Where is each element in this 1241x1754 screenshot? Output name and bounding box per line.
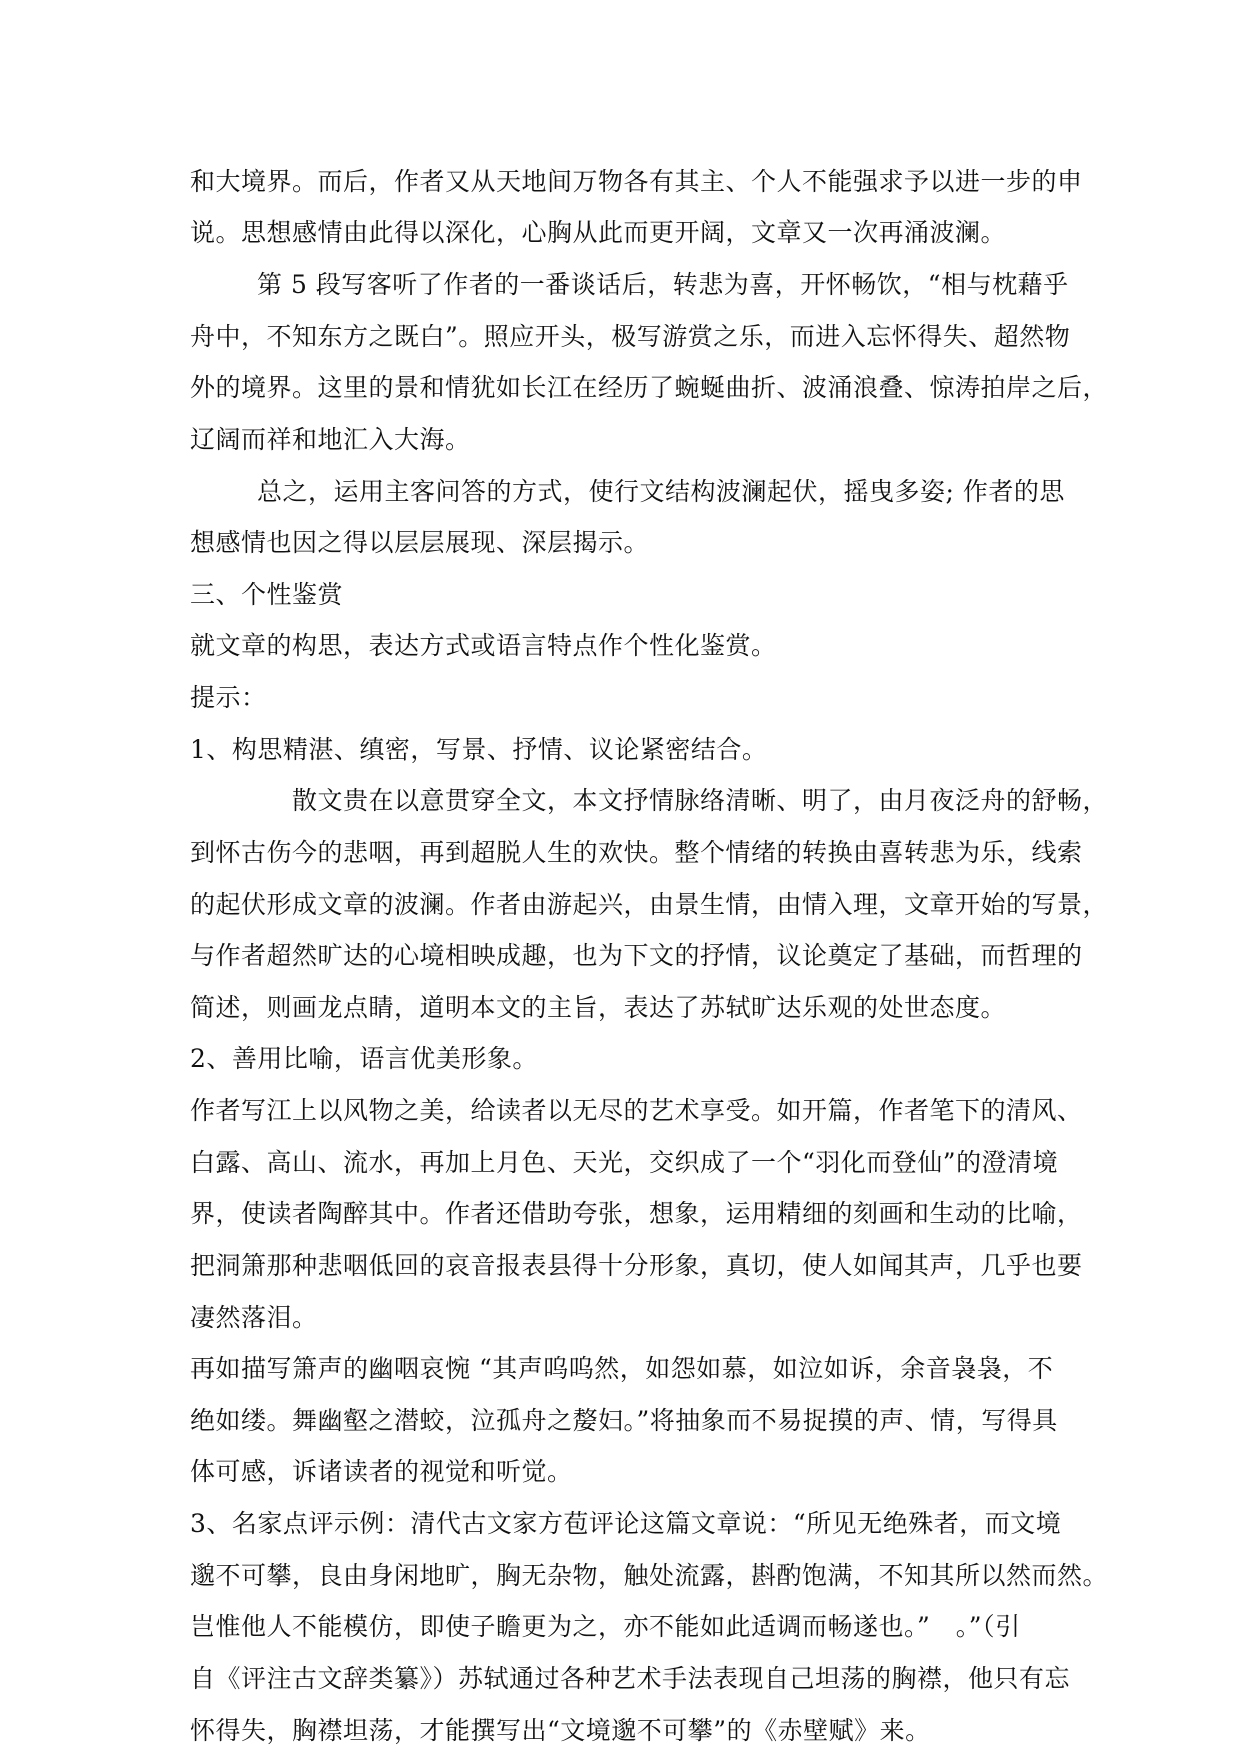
text-line: 凄然落泪。	[190, 1303, 318, 1332]
text-line: 白露、高山、流水，再加上月色、天光，交织成了一个“羽化而登仙”的澄清境	[190, 1148, 1059, 1177]
text-line: 把洞箫那种悲咽低回的哀音报表县得十分形象，真切，使人如闻其声，几乎也要	[190, 1251, 1083, 1280]
text-line: 辽阔而祥和地汇入大海。	[190, 425, 471, 454]
text-line: 和大境界。而后，作者又从天地间万物各有其主、个人不能强求予以进一步的申	[190, 167, 1083, 196]
list-item-heading: 3、名家点评示例：清代古文家方苞评论这篇文章说：“所见无绝殊者，而文境	[190, 1509, 1062, 1538]
text-line: 与作者超然旷达的心境相映成趣，也为下文的抒情，议论奠定了基础，而哲理的	[190, 941, 1083, 970]
list-item-heading: 2、善用比喻，语言优美形象。	[190, 1044, 538, 1073]
text-line: 邈不可攀，良由身闲地旷，胸无杂物，触处流露，斟酌饱满，不知其所以然而然。	[190, 1561, 1109, 1590]
text-line: 作者写江上以风物之美，给读者以无尽的艺术享受。如开篇，作者笔下的清风、	[190, 1096, 1083, 1125]
text-line: 体可感，诉诸读者的视觉和听觉。	[190, 1457, 573, 1486]
text-line: 说。思想感情由此得以深化，心胸从此而更开阔，文章又一次再涌波澜。	[190, 218, 1007, 247]
text-line: 总之，运用主客问答的方式，使行文结构波澜起伏，摇曳多姿; 作者的思	[257, 477, 1065, 506]
text-line: 自《评注古文辞类纂》）苏轼通过各种艺术手法表现自己坦荡的胸襟，他只有忘	[190, 1664, 1071, 1693]
text-line: 就文章的构思，表达方式或语言特点作个性化鉴赏。	[190, 631, 777, 660]
text-line: 的起伏形成文章的波澜。作者由游起兴，由景生情，由情入理，文章开始的写景，	[190, 890, 1109, 919]
text-line: 绝如缕。舞幽壑之潜蛟，泣孤舟之嫠妇。”将抽象而不易捉摸的声、情，写得具	[190, 1406, 1058, 1435]
section-heading: 三、个性鉴赏	[190, 580, 344, 609]
text-line: 到怀古伤今的悲咽，再到超脱人生的欢快。整个情绪的转换由喜转悲为乐，线索	[190, 838, 1083, 867]
text-line: 简述，则画龙点睛，道明本文的主旨，表达了苏轼旷达乐观的处世态度。	[190, 993, 1007, 1022]
text-line: 界，使读者陶醉其中。作者还借助夸张，想象，运用精细的刻画和生动的比喻，	[190, 1199, 1083, 1228]
text-line: 外的境界。这里的景和情犹如长江在经历了蜿蜒曲折、波涌浪叠、惊涛拍岸之后，	[190, 373, 1109, 402]
text-line: 散文贵在以意贯穿全文，本文抒情脉络清晰、明了，由月夜泛舟的舒畅，	[292, 786, 1109, 815]
text-line: 岂惟他人不能模仿，即使子瞻更为之，亦不能如此适调而畅遂也。” 。”（引	[190, 1612, 1021, 1641]
text-line: 想感情也因之得以层层展现、深层揭示。	[190, 528, 650, 557]
text-line: 第 5 段写客听了作者的一番谈话后，转悲为喜，开怀畅饮，“相与枕藉乎	[257, 270, 1069, 299]
text-line: 提示：	[190, 683, 267, 712]
text-line: 怀得失，胸襟坦荡，才能撰写出“文境邈不可攀”的《赤壁赋》来。	[190, 1716, 931, 1745]
text-line: 再如描写箫声的幽咽哀惋 “其声呜呜然，如怨如慕，如泣如诉，余音袅袅，不	[190, 1354, 1054, 1383]
list-item-heading: 1、构思精湛、缜密，写景、抒情、议论紧密结合。	[190, 735, 768, 764]
text-line: 舟中，不知东方之既白”。照应开头，极写游赏之乐，而进入忘怀得失、超然物	[190, 322, 1071, 351]
